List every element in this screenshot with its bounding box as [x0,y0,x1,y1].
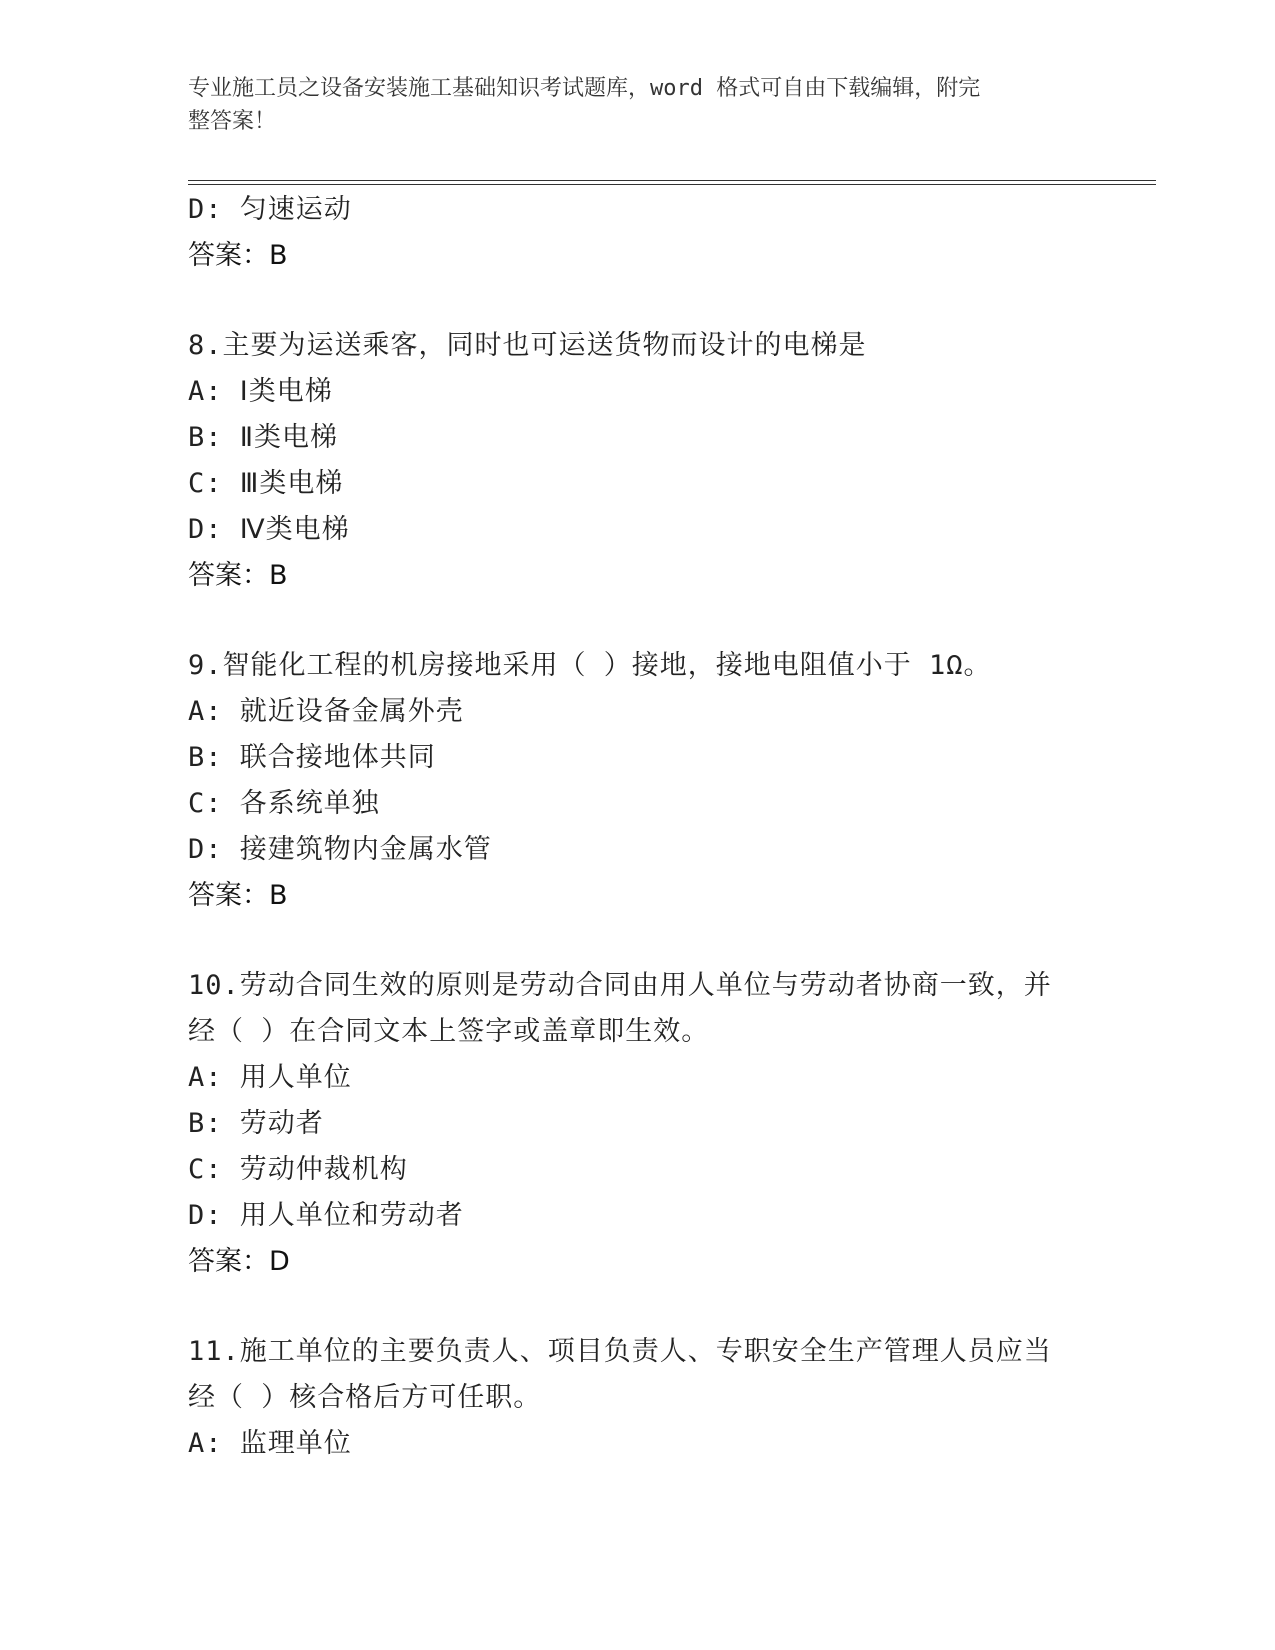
answer: 答案：B [188,560,288,591]
option-c: C: 各系统单独 [188,788,380,819]
option-d: D: 用人单位和劳动者 [188,1200,464,1231]
question-9 [188,643,1088,919]
header-rule-top [188,180,1156,181]
option-d: D: 接建筑物内金属水管 [188,834,492,865]
option-d: D: Ⅳ类电梯 [188,514,350,545]
header-line-1: 专业施工员之设备安装施工基础知识考试题库，word 格式可自由下载编辑，附完 [188,76,981,101]
option-c: C: Ⅲ类电梯 [188,468,344,499]
option-b: B: 劳动者 [188,1108,324,1139]
question-stem-line-1: 10.劳动合同生效的原则是劳动合同由用人单位与劳动者协商一致，并 [188,970,1052,1001]
question-11 [188,1329,1088,1467]
header-rule-bottom [188,184,1156,185]
question-stem: 9.智能化工程的机房接地采用（ ）接地，接地电阻值小于 1Ω。 [188,650,992,681]
option-b: B: Ⅱ类电梯 [188,422,339,453]
answer: 答案：B [188,880,288,911]
header-line-2: 整答案！ [188,109,277,134]
answer: 答案：D [188,1246,290,1277]
question-stem: 8.主要为运送乘客，同时也可运送货物而设计的电梯是 [188,330,867,361]
option-a: A: 就近设备金属外壳 [188,696,464,727]
question-10 [188,963,1088,1285]
question-stem-line-2: 经（ ）在合同文本上签字或盖章即生效。 [188,1016,710,1047]
question-list [188,187,1088,1467]
question-stem-line-2: 经（ ）核合格后方可任职。 [188,1382,542,1413]
question-stem-line-1: 11.施工单位的主要负责人、项目负责人、专职安全生产管理人员应当 [188,1336,1052,1367]
option-a: A: 监理单位 [188,1428,352,1459]
question-7-tail [188,187,1088,279]
option-a: A: Ⅰ类电梯 [188,376,333,407]
question-8 [188,323,1088,599]
option-c: C: 劳动仲裁机构 [188,1154,408,1185]
option-d: D: 匀速运动 [188,194,352,225]
option-b: B: 联合接地体共同 [188,742,436,773]
answer: 答案：B [188,240,288,271]
option-a: A: 用人单位 [188,1062,352,1093]
document-header [188,72,1088,138]
